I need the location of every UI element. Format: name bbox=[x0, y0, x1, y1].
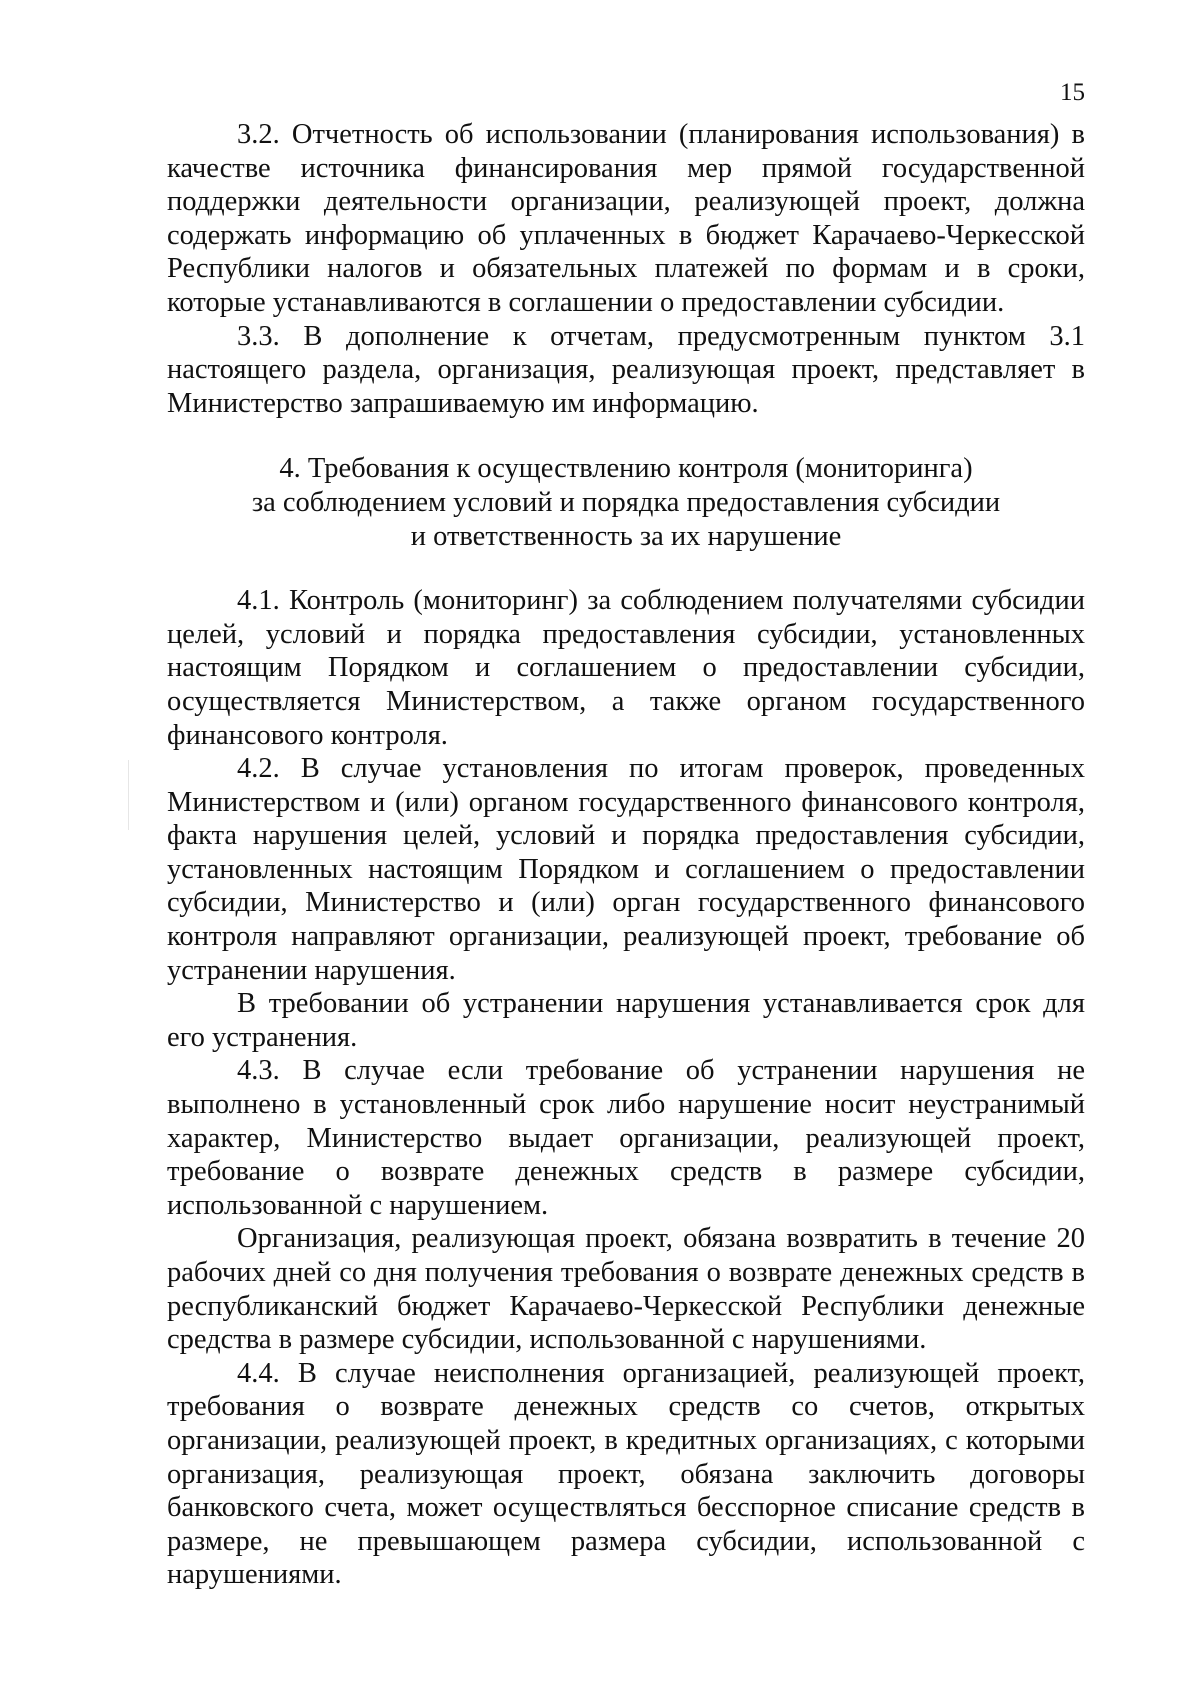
paragraph-4-3-refund: Организация, реализующая проект, обязана возвратить в течение 20 рабочих дней со дня получения требования о возврате денежных средств в республиканский бюджет Карачаево-Черкесской Республики денежные средства в размере субсидии, использованной с нарушениями. bbox=[167, 1223, 1085, 1356]
paragraph-4-2-deadline: В требовании об устранении нарушения устанавливается срок для его устранения. bbox=[167, 988, 1085, 1053]
scan-margin-mark bbox=[128, 760, 129, 830]
paragraph-4-3: 4.3. В случае если требование об устранении нарушения не выполнено в установленный срок либо нарушение носит неустранимый характер, Министерство выдает организации, реализующей проект, требование о возврате денежных средств в размере субсидии, использованной с нарушением. bbox=[167, 1055, 1085, 1221]
paragraph-4-2: 4.2. В случае установления по итогам проверок, проведенных Министерством и (или) органом государственного финансового контроля, факта нарушения целей, условий и порядка предоставления субсидии, установленных настоящим Порядком и соглашением о предоставлении субсидии, Министерство и (или) орган государственного финансового контроля направляют организации, реализующей проект, требование об устранении нарушения. bbox=[167, 753, 1085, 986]
paragraph-3-2: 3.2. Отчетность об использовании (планирования использования) в качестве источника финансирования мер прямой государственной поддержки деятельности организации, реализующей проект, должна содержать информацию об уплаченных в бюджет Карачаево-Черкесской Республики налогов и обязательных платежей по формам и в сроки, которые устанавливаются в соглашении о предоставлении субсидии. bbox=[167, 119, 1085, 318]
paragraph-4-1: 4.1. Контроль (мониторинг) за соблюдением получателями субсидии целей, условий и порядка предоставления субсидии, установленных настоящим Порядком и соглашением о предоставлении субсидии, осуществляется Министерством, а также органом государственного финансового контроля. bbox=[167, 585, 1085, 751]
section-heading-line-2: за соблюдением условий и порядка предоставления субсидии bbox=[251, 486, 1001, 518]
section-heading-line-1: 4. Требования к осуществлению контроля (мониторинга) bbox=[279, 453, 973, 485]
page-number: 15 bbox=[1060, 79, 1085, 106]
document-body bbox=[167, 118, 1085, 1592]
paragraph-3-3: 3.3. В дополнение к отчетам, предусмотренным пунктом 3.1 настоящего раздела, организация, реализующая проект, представляет в Министерство запрашиваемую им информацию. bbox=[167, 320, 1085, 419]
section-heading bbox=[167, 452, 1085, 553]
paragraph-4-4: 4.4. В случае неисполнения организацией, реализующей проект, требования о возврате денежных средств со счетов, открытых организации, реализующей проект, в кредитных организациях, с которыми организация, реализующая проект, обязана заключить договоры банковского счета, может осуществляться бесспорное списание средств в размере, не превышающем размера субсидии, использованной с нарушениями. bbox=[167, 1357, 1085, 1591]
section-heading-line-3: и ответственность за их нарушение bbox=[410, 520, 842, 552]
